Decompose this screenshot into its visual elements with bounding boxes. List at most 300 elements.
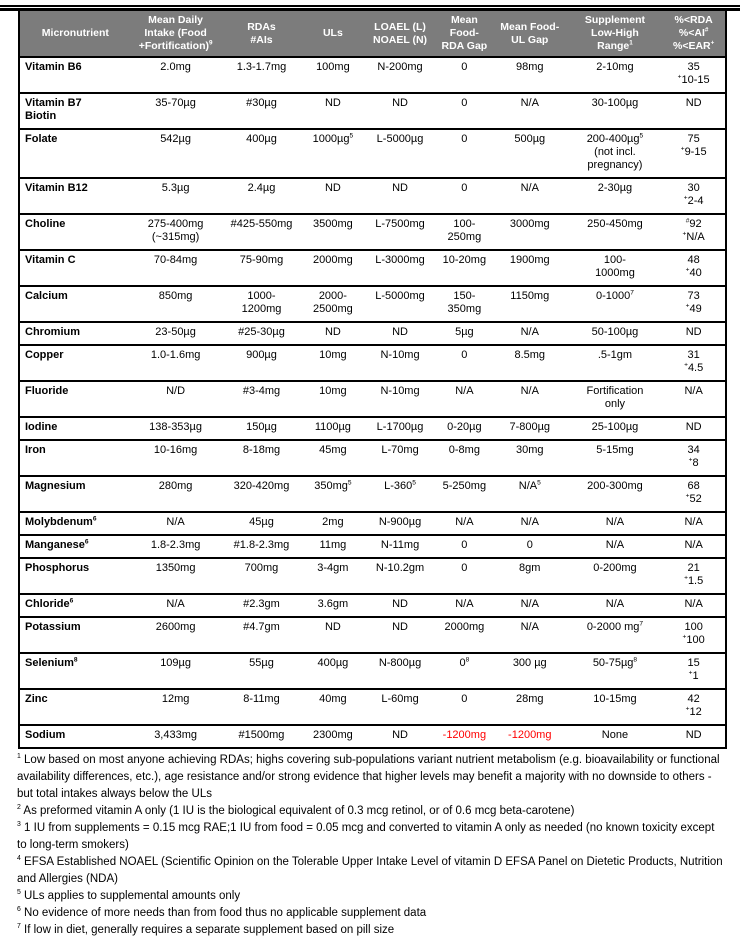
table-cell bbox=[131, 476, 221, 512]
cell-line: 109µg bbox=[160, 657, 191, 669]
table-cell bbox=[492, 345, 568, 381]
cell-line: N/A bbox=[455, 516, 474, 528]
table-cell bbox=[437, 689, 492, 725]
table-cell bbox=[131, 214, 221, 250]
table-cell bbox=[662, 178, 726, 214]
table-cell bbox=[131, 345, 221, 381]
cell-line: 3,433mg bbox=[154, 729, 197, 741]
cell-line: Low-High bbox=[591, 27, 639, 39]
cell-line: N/A bbox=[166, 516, 185, 528]
cell-line: 280mg bbox=[158, 480, 193, 492]
cell-line: N/A bbox=[520, 326, 539, 338]
table-cell bbox=[662, 286, 726, 322]
table-cell bbox=[437, 381, 492, 417]
table-cell bbox=[302, 417, 363, 440]
table-cell bbox=[568, 440, 663, 476]
table-cell bbox=[568, 512, 663, 535]
column-header-8 bbox=[568, 11, 663, 57]
table-row bbox=[19, 535, 726, 558]
table-cell bbox=[437, 512, 492, 535]
cell-line: -1200mg bbox=[508, 729, 552, 741]
table-cell bbox=[220, 93, 302, 129]
cell-line: ND bbox=[685, 97, 702, 109]
table-cell bbox=[131, 417, 221, 440]
table-cell bbox=[492, 93, 568, 129]
cell-line: 8-11mg bbox=[243, 693, 280, 705]
cell-line: 250mg bbox=[447, 231, 482, 243]
table-cell bbox=[662, 476, 726, 512]
table-cell bbox=[492, 653, 568, 689]
table-cell bbox=[363, 653, 437, 689]
table-cell bbox=[662, 381, 726, 417]
cell-line: +4.5 bbox=[684, 361, 704, 374]
micronutrient-name bbox=[19, 129, 131, 178]
table-cell bbox=[568, 178, 663, 214]
table-cell bbox=[492, 535, 568, 558]
micronutrient-name bbox=[19, 417, 131, 440]
table-cell bbox=[131, 617, 221, 653]
cell-line: 70-84mg bbox=[153, 254, 198, 266]
cell-line: #1.8-2.3mg bbox=[233, 539, 290, 551]
cell-line: 23-50µg bbox=[155, 326, 196, 338]
cell-line: N/A bbox=[520, 385, 539, 397]
cell-line: ND bbox=[324, 326, 341, 338]
table-cell bbox=[363, 689, 437, 725]
table-cell bbox=[492, 617, 568, 653]
table-cell bbox=[568, 57, 663, 93]
table-cell bbox=[492, 57, 568, 93]
table-cell bbox=[220, 286, 302, 322]
cell-line: N/A bbox=[166, 598, 185, 610]
cell-line: 850mg bbox=[158, 290, 193, 302]
table-cell bbox=[492, 476, 568, 512]
cell-line: 100 bbox=[684, 621, 703, 633]
cell-line: 10-15mg bbox=[593, 693, 637, 705]
cell-line: ND bbox=[392, 598, 408, 610]
cell-line: $L-360^5$ bbox=[384, 479, 416, 492]
cell-line: -1200mg bbox=[442, 729, 487, 741]
cell-line: 1150mg bbox=[510, 290, 550, 302]
table-cell bbox=[302, 214, 363, 250]
cell-line: 0-20µg bbox=[447, 421, 482, 433]
cell-line: L-5000µg bbox=[376, 133, 424, 145]
table-cell bbox=[131, 725, 221, 748]
table-cell bbox=[363, 381, 437, 417]
micronutrient-name bbox=[19, 250, 131, 286]
table-cell bbox=[131, 129, 221, 178]
table-cell bbox=[568, 476, 663, 512]
cell-line: #30µg bbox=[246, 97, 277, 109]
table-row bbox=[19, 57, 726, 93]
cell-line: 50-100µg bbox=[591, 326, 639, 338]
cell-line: N-10mg bbox=[380, 349, 420, 361]
cell-line: ULs bbox=[322, 27, 343, 39]
cell-line: 250-450mg bbox=[587, 218, 643, 230]
cell-line: Mean Daily bbox=[148, 14, 204, 26]
cell-line: 10-16mg bbox=[153, 444, 198, 456]
table-cell bbox=[437, 322, 492, 345]
cell-line: N/A bbox=[684, 539, 703, 551]
cell-line: 34 bbox=[687, 444, 700, 456]
table-cell bbox=[131, 535, 221, 558]
table-cell bbox=[492, 725, 568, 748]
cell-line: Potassium bbox=[25, 621, 81, 633]
table-cell bbox=[437, 476, 492, 512]
table-row bbox=[19, 381, 726, 417]
table-cell bbox=[568, 381, 663, 417]
table-cell bbox=[131, 286, 221, 322]
cell-line: 2000mg bbox=[444, 621, 485, 633]
cell-line: 8-18mg bbox=[242, 444, 281, 456]
micronutrient-name bbox=[19, 617, 131, 653]
cell-line: +8 bbox=[688, 456, 699, 469]
cell-line: 45mg bbox=[319, 444, 347, 456]
cell-line: N-800µg bbox=[378, 657, 422, 669]
cell-line: 100- bbox=[603, 254, 626, 266]
table-cell bbox=[302, 558, 363, 594]
table-cell bbox=[131, 250, 221, 286]
cell-line: Molybdenum$^6$ bbox=[25, 515, 97, 528]
cell-line: L-7500mg bbox=[375, 218, 425, 230]
cell-line: Vitamin B7 bbox=[25, 97, 82, 109]
footnote-6: $^6$ No evidence of more needs than from food thus no applicable supplement data bbox=[17, 906, 427, 920]
cell-line: 1200mg bbox=[241, 303, 282, 315]
table-cell bbox=[437, 345, 492, 381]
table-cell bbox=[302, 617, 363, 653]
cell-line: N-900µg bbox=[378, 516, 422, 528]
cell-line: 2300mg bbox=[313, 729, 353, 741]
micronutrient-name bbox=[19, 178, 131, 214]
cell-line: +40 bbox=[685, 266, 702, 279]
table-row bbox=[19, 322, 726, 345]
cell-line: 45µg bbox=[249, 516, 274, 528]
footnotes-section bbox=[17, 752, 724, 939]
micronutrient-name bbox=[19, 57, 131, 93]
table-cell bbox=[363, 178, 437, 214]
cell-line: 100- bbox=[453, 218, 476, 230]
cell-line: 138-353µg bbox=[149, 421, 202, 433]
micronutrient-name bbox=[19, 653, 131, 689]
micronutrient-name bbox=[19, 381, 131, 417]
table-cell bbox=[363, 129, 437, 178]
cell-line: 0-200mg bbox=[593, 562, 637, 574]
micronutrient-name bbox=[19, 476, 131, 512]
cell-line: N/A bbox=[684, 598, 703, 610]
cell-line: 55µg bbox=[249, 657, 274, 669]
cell-line: #4.7gm bbox=[243, 621, 280, 633]
cell-line: 5-15mg bbox=[596, 444, 634, 456]
micronutrient-name bbox=[19, 214, 131, 250]
table-cell bbox=[437, 214, 492, 250]
cell-line: 30mg bbox=[515, 444, 544, 456]
cell-line: 11mg bbox=[319, 539, 347, 551]
cell-line: 5-250mg bbox=[442, 480, 487, 492]
cell-line: 3000mg bbox=[509, 218, 550, 230]
cell-line: $0^8$ bbox=[459, 656, 470, 669]
cell-line: 42 bbox=[687, 693, 700, 705]
table-cell bbox=[437, 417, 492, 440]
micronutrient-name bbox=[19, 440, 131, 476]
table-cell bbox=[568, 689, 663, 725]
cell-line: 3.6gm bbox=[317, 598, 349, 610]
cell-line: 0 bbox=[461, 182, 468, 194]
cell-line: +N/A bbox=[682, 230, 705, 243]
cell-line: 10-20mg bbox=[442, 254, 487, 266]
column-header-2 bbox=[131, 11, 221, 57]
table-cell bbox=[568, 725, 663, 748]
table-row bbox=[19, 286, 726, 322]
cell-line: +12 bbox=[685, 705, 702, 718]
cell-line: 1000µg$^5$ bbox=[312, 132, 354, 145]
table-cell bbox=[437, 129, 492, 178]
cell-line: 2.4µg bbox=[247, 182, 276, 194]
table-cell bbox=[437, 250, 492, 286]
table-cell bbox=[302, 57, 363, 93]
table-cell bbox=[662, 214, 726, 250]
table-cell bbox=[568, 417, 663, 440]
table-cell bbox=[302, 725, 363, 748]
table-cell bbox=[363, 512, 437, 535]
cell-line: 0 bbox=[526, 539, 533, 551]
cell-line: #92 bbox=[685, 217, 702, 230]
cell-line: LOAEL (L) bbox=[374, 20, 426, 33]
cell-line: 1.8-2.3mg bbox=[150, 539, 201, 551]
cell-line: ND bbox=[392, 326, 408, 338]
cell-line: 200-300mg bbox=[587, 480, 643, 492]
cell-line: 48 bbox=[687, 254, 700, 266]
cell-line: Sodium bbox=[25, 729, 66, 741]
cell-line: 2000- bbox=[318, 290, 347, 302]
cell-line: L-3000mg bbox=[375, 254, 425, 266]
table-cell bbox=[363, 57, 437, 93]
table-cell bbox=[363, 250, 437, 286]
cell-line: 5µg bbox=[455, 326, 474, 338]
table-cell bbox=[492, 440, 568, 476]
table-row bbox=[19, 617, 726, 653]
table-cell bbox=[220, 381, 302, 417]
cell-line: #3-4mg bbox=[242, 385, 281, 397]
cell-line: 75-90mg bbox=[239, 254, 284, 266]
table-row bbox=[19, 558, 726, 594]
table-cell bbox=[131, 93, 221, 129]
column-header-6 bbox=[437, 11, 492, 57]
table-cell bbox=[302, 512, 363, 535]
table-row bbox=[19, 214, 726, 250]
cell-line: L-1700µg bbox=[376, 421, 424, 433]
column-header-4 bbox=[302, 11, 363, 57]
table-row bbox=[19, 345, 726, 381]
cell-line: Chloride$^6$ bbox=[25, 597, 74, 610]
cell-line: N/A bbox=[684, 516, 703, 528]
cell-line: 1.3-1.7mg bbox=[236, 61, 287, 73]
cell-line: 275-400mg bbox=[147, 218, 204, 230]
cell-line: Calcium bbox=[25, 290, 68, 302]
cell-line: 200-400µg$^5$ bbox=[586, 132, 644, 145]
table-cell bbox=[662, 345, 726, 381]
table-header-row bbox=[19, 11, 726, 57]
table-cell bbox=[492, 214, 568, 250]
table-row bbox=[19, 417, 726, 440]
table-cell bbox=[302, 322, 363, 345]
cell-line: Phosphorus bbox=[25, 562, 90, 574]
cell-line: N/A bbox=[684, 385, 703, 397]
cell-line: 25-100µg bbox=[591, 421, 639, 433]
cell-line: #1500mg bbox=[238, 729, 285, 741]
table-cell bbox=[131, 653, 221, 689]
cell-line: ND bbox=[324, 621, 341, 633]
cell-line: ND bbox=[685, 326, 702, 338]
cell-line: 98mg bbox=[515, 61, 544, 73]
cell-line: Chromium bbox=[25, 326, 80, 338]
cell-line: ND bbox=[392, 97, 408, 109]
cell-line: L-70mg bbox=[381, 444, 419, 456]
table-cell bbox=[492, 250, 568, 286]
table-cell bbox=[492, 286, 568, 322]
table-cell bbox=[437, 725, 492, 748]
cell-line: RDAs bbox=[247, 20, 276, 33]
cell-line: %<AI# bbox=[678, 26, 709, 39]
table-cell bbox=[220, 617, 302, 653]
cell-line: 10mg bbox=[319, 349, 347, 361]
cell-line: Iron bbox=[25, 444, 46, 456]
footnote-1: $^1$ Low based on most anyone achieving RDAs; highs covering sub-populations variant nutrient metabolism (e.g. bioavailability or functional availability differences, etc.), age resistance and/or strong evidence that higher levels may benefit a majority with no downside to others - but total intakes always below the ULs bbox=[17, 753, 720, 801]
table-cell bbox=[492, 129, 568, 178]
cell-line: N/A bbox=[455, 385, 474, 397]
cell-line: N-10mg bbox=[380, 385, 420, 397]
table-cell bbox=[492, 417, 568, 440]
cell-line: 400µg bbox=[317, 657, 349, 669]
column-header-7 bbox=[492, 11, 568, 57]
table-cell bbox=[302, 129, 363, 178]
table-cell bbox=[220, 689, 302, 725]
footnote-7: $^7$ If low in diet, generally requires a separate supplement based on pill size bbox=[17, 923, 395, 937]
table-cell bbox=[662, 535, 726, 558]
cell-line: N/A bbox=[520, 516, 539, 528]
table-cell bbox=[363, 286, 437, 322]
table-cell bbox=[492, 512, 568, 535]
cell-line: N/A bbox=[520, 598, 539, 610]
cell-line: 1.0-1.6mg bbox=[150, 349, 201, 361]
micronutrient-name bbox=[19, 558, 131, 594]
cell-line: 35-70µg bbox=[155, 97, 196, 109]
cell-line: 68 bbox=[687, 480, 700, 492]
table-cell bbox=[568, 345, 663, 381]
table-cell bbox=[437, 286, 492, 322]
table-header bbox=[19, 11, 726, 57]
table-cell bbox=[131, 512, 221, 535]
cell-line: 31 bbox=[687, 349, 700, 361]
cell-line: 1350mg bbox=[155, 562, 196, 574]
cell-line: 2-10mg bbox=[596, 61, 634, 73]
cell-line: +2-4 bbox=[683, 194, 704, 207]
cell-line: 150µg bbox=[246, 421, 277, 433]
cell-line: 2.0mg bbox=[160, 61, 191, 73]
table-cell bbox=[437, 535, 492, 558]
table-cell bbox=[220, 57, 302, 93]
cell-line: N/A bbox=[605, 598, 625, 610]
cell-line: 0 bbox=[461, 349, 468, 361]
cell-line: +Fortification)$^9$ bbox=[138, 39, 213, 52]
table-cell bbox=[492, 689, 568, 725]
table-cell bbox=[302, 178, 363, 214]
footnote-5: $^5$ ULs applies to supplemental amounts only bbox=[17, 889, 241, 903]
cell-line: 12mg bbox=[161, 693, 190, 705]
footnote-4: $^4$ EFSA Established NOAEL (Scientific Opinion on the Tolerable Upper Intake Level of vitamin D EFSA Panel on Dietetic Products, Nutrition and Allergies (NDA) bbox=[17, 855, 723, 886]
table-cell bbox=[302, 345, 363, 381]
table-row bbox=[19, 594, 726, 617]
table-cell bbox=[302, 689, 363, 725]
footnote-2: $^2$ As preformed vitamin A only (1 IU is the biological equivalent of 0.3 mcg retinol, or of 0.6 mcg beta-carotene) bbox=[17, 804, 575, 818]
table-cell bbox=[437, 594, 492, 617]
table-cell bbox=[220, 250, 302, 286]
table-cell bbox=[437, 617, 492, 653]
cell-line: Choline bbox=[25, 218, 66, 230]
micronutrient-table bbox=[18, 11, 727, 749]
cell-line: 3-4gm bbox=[317, 562, 349, 574]
table-cell bbox=[363, 617, 437, 653]
column-header-9 bbox=[662, 11, 726, 57]
table-cell bbox=[302, 535, 363, 558]
cell-line: 1000mg bbox=[595, 267, 635, 279]
cell-line: 300 µg bbox=[512, 657, 547, 669]
cell-line: 2000mg bbox=[313, 254, 353, 266]
cell-line: (not incl. bbox=[594, 146, 636, 158]
cell-line: 15 bbox=[687, 657, 700, 669]
cell-line: 400µg bbox=[246, 133, 277, 145]
cell-line: Vitamin C bbox=[25, 254, 76, 266]
table-cell bbox=[662, 617, 726, 653]
cell-line: +49 bbox=[685, 302, 702, 315]
micronutrient-name bbox=[19, 512, 131, 535]
table-cell bbox=[662, 417, 726, 440]
cell-line: 3500mg bbox=[313, 218, 353, 230]
table-cell bbox=[363, 535, 437, 558]
table-cell bbox=[220, 594, 302, 617]
table-cell bbox=[363, 417, 437, 440]
table-cell bbox=[131, 322, 221, 345]
cell-line: N/A bbox=[455, 598, 474, 610]
table-cell bbox=[662, 57, 726, 93]
cell-line: Vitamin B6 bbox=[25, 61, 82, 73]
micronutrient-name bbox=[19, 345, 131, 381]
micronutrient-name bbox=[19, 535, 131, 558]
cell-line: N-11mg bbox=[380, 539, 420, 551]
table-cell bbox=[492, 178, 568, 214]
table-cell bbox=[220, 653, 302, 689]
cell-line: 0 bbox=[461, 539, 468, 551]
table-cell bbox=[492, 558, 568, 594]
table-cell bbox=[492, 322, 568, 345]
table-cell bbox=[662, 558, 726, 594]
table-cell bbox=[363, 345, 437, 381]
table-cell bbox=[662, 653, 726, 689]
cell-line: 542µg bbox=[160, 133, 191, 145]
cell-line: 30 bbox=[687, 182, 700, 194]
column-header-1 bbox=[19, 11, 131, 57]
table-cell bbox=[131, 381, 221, 417]
table-cell bbox=[220, 476, 302, 512]
cell-line: 1100µg bbox=[314, 421, 351, 433]
cell-line: Range$^1$ bbox=[597, 39, 633, 52]
table-cell bbox=[220, 512, 302, 535]
cell-line: 0 bbox=[461, 562, 468, 574]
cell-line: 10mg bbox=[319, 385, 347, 397]
cell-line: 0 bbox=[461, 693, 468, 705]
cell-line: L-60mg bbox=[381, 693, 419, 705]
cell-line: Micronutrient bbox=[41, 27, 109, 39]
cell-line: N/A bbox=[520, 182, 539, 194]
table-cell bbox=[437, 653, 492, 689]
